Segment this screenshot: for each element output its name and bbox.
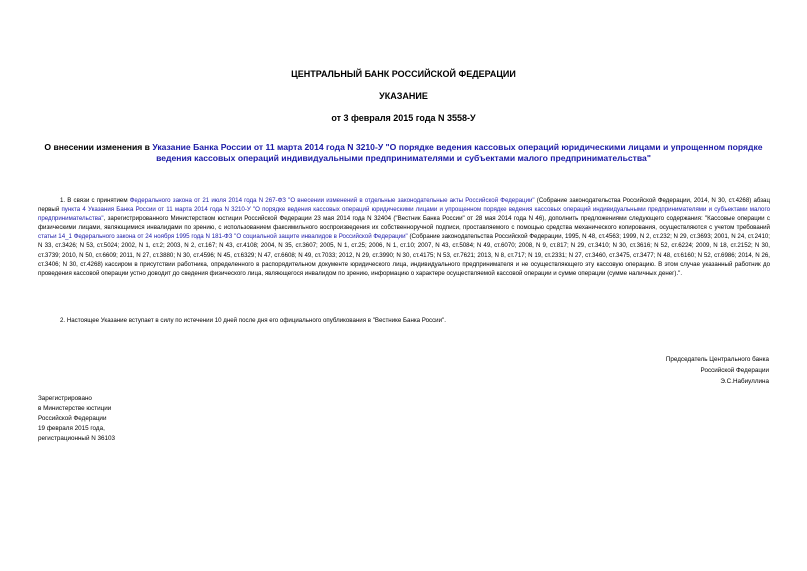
- issuer-title: ЦЕНТРАЛЬНЫЙ БАНК РОССИЙСКОЙ ФЕДЕРАЦИИ: [291, 69, 516, 79]
- registration-line-3: Российской Федерации: [38, 415, 107, 422]
- subject-prefix: О внесении изменения в: [44, 142, 153, 152]
- signature-block: [666, 354, 769, 387]
- document-date-number: от 3 февраля 2015 года N 3558-У: [331, 113, 476, 123]
- registration-block: [38, 394, 115, 444]
- registration-number: регистрационный N 36103: [38, 435, 116, 442]
- paragraph-1: [38, 196, 770, 278]
- instruction-3210-u-link[interactable]: пункта 4 Указания Банка России от 11 марта 2014 года N 3210-У "О порядке ведения кассовых операций юридическими лицами и упрощенном порядке ведения кассовых операций индивидуальными предпринимателями и субъектами малого предпринимательства": [38, 206, 770, 223]
- registration-line-1: Зарегистрировано: [38, 395, 92, 402]
- subject-amended-act-link[interactable]: Указание Банка России от 11 марта 2014 года N 3210-У "О порядке ведения кассовых операций юридическими лицами и упрощенном порядке ведения кассовых операций индивидуальными предпринимателями и субъектами малого предпринимательства": [152, 142, 763, 163]
- law-267-fz-link[interactable]: Федерального закона от 21 июля 2014 года N 267-ФЗ "О внесении изменений в отдельные законодательные акты Российской Федерации": [129, 197, 535, 204]
- paragraph-2: 2. Настоящее Указание вступает в силу по истечении 10 дней после дня его официального опубликования в "Вестнике Банка России".: [60, 317, 446, 324]
- p1-text-4: (Собрание законодательства Российской Федерации, 1995, N 48, ст.4563; 1999, N 2, ст.232; N 29, ст.3693; 2001, N 24, ст.2410; N 33, ст.3426; N 53, ст.5024; 2002, N 1, ст.2; 2003, N 2, ст.167; N 43, ст.4108; 2004, N 35, ст.3607; 2005, N 1, ст.25; 2006, N 1, ст.10; 2007, N 43, ст.5084; N 49, ст.6070; 2008, N 9, ст.817; N 29, ст.3410; N 30, ст.3616; N 52, ст.6224; 2009, N 18, ст.2152; N 30, ст.3739; 2010, N 50, ст.6609; 2011, N 27, ст.3880; N 30, ст.4596; N 45, ст.6329; N 47, ст.6608; N 49, ст.7033; 2012, N 29, ст.3990; N 30, ст.4175; N 53, ст.7621; 2013, N 8, ст.717; N 19, ст.2331; N 27, ст.3460, ст.3475, ст.3477; N 48, ст.6160; N 52, ст.6986; 2014, N 26, ст.3406; N 30, ст.4268) кассиром в присутствии работника, определенного в распорядительном документе юридического лица, индивидуального предпринимателя и не осуществляющего эту кассовую операцию. В этом случае указанный работник до проведения кассовой операции устно доводит до сведения физического лица, являющегося инвалидом по зрению, информацию о характере осуществляемой кассовой операции и сумме операции (сумме наличных денег).".: [38, 233, 771, 277]
- registration-line-2: в Министерстве юстиции: [38, 405, 112, 412]
- p1-text-3: , зарегистрированного Министерством юстиции Российской Федерации 23 мая 2014 года N 32404 ("Вестник Банка России" от 28 мая 2014 года N 46), дополнить предложениями следующего содержания: "Кассовые операции с физическими лицами, являющимися инвалидами по зрению, с использованием факсимильного воспроизведения их собственноручной подписи, проставляемого с помощью средства механического копирования, осуществляются с учетом требований: [38, 215, 770, 232]
- signature-name: Э.С.Набиуллина: [720, 378, 769, 385]
- signature-position: Председатель Центрального банка: [665, 356, 769, 363]
- law-181-fz-article-link[interactable]: статьи 14_1 Федерального закона от 24 ноября 1995 года N 181-ФЗ "О социальной защите инвалидов в Российской Федерации": [38, 233, 408, 241]
- signature-organization: Российской Федерации: [700, 367, 769, 374]
- p1-text-2: (Собрание законодательства Российской Федерации, 2014, N 30, ст.4268) абзац первый: [38, 197, 770, 214]
- p1-text-1: 1. В связи с принятием: [60, 197, 130, 204]
- registration-date: 19 февраля 2015 года,: [38, 425, 105, 432]
- document-subject: [40, 142, 767, 164]
- document-type: УКАЗАНИЕ: [379, 91, 428, 101]
